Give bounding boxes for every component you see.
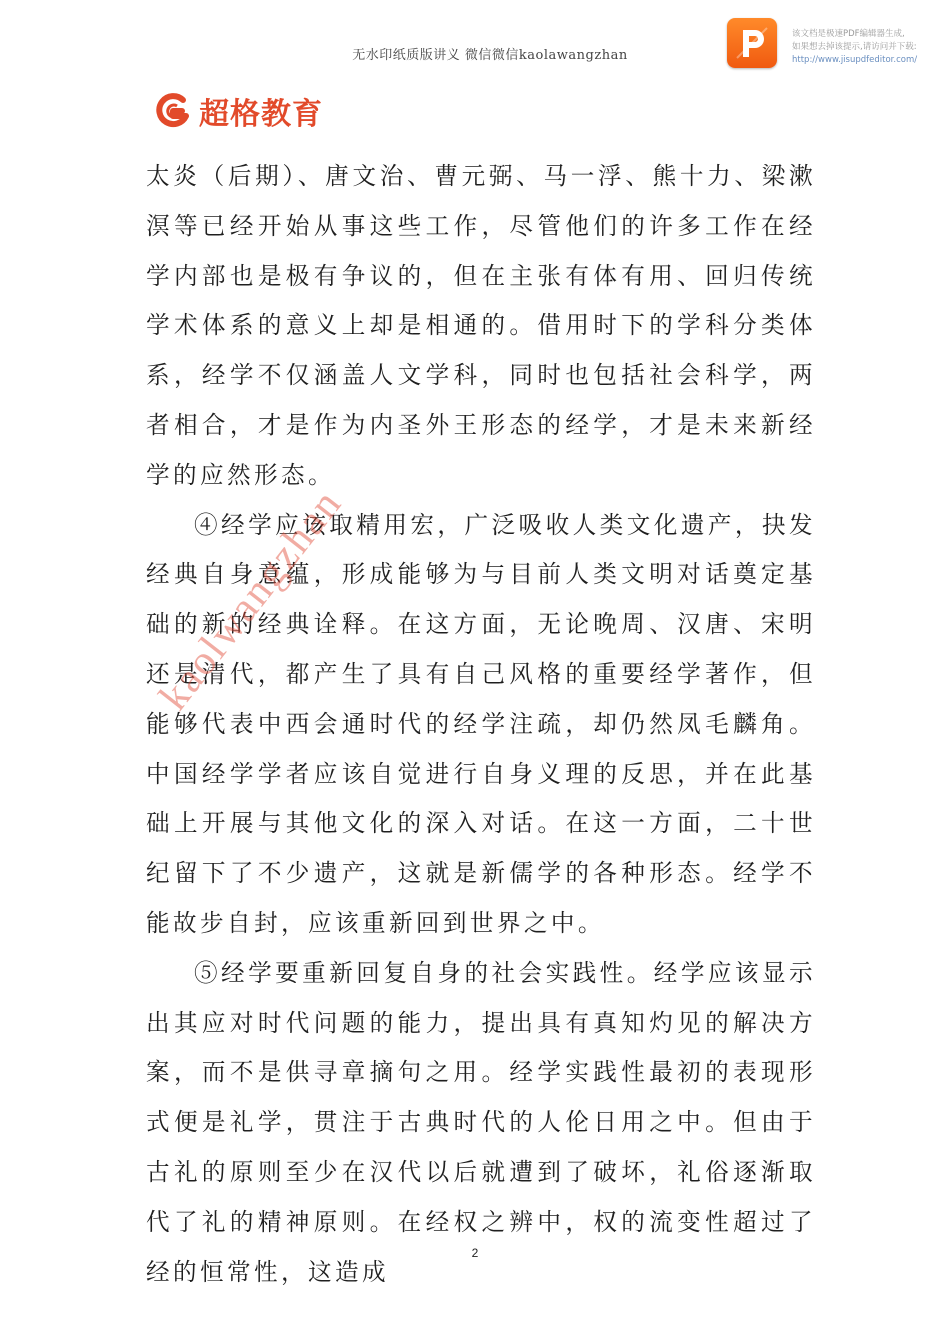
pdf-editor-note xyxy=(792,28,942,67)
g-logo-icon xyxy=(153,91,193,131)
brand-logo xyxy=(153,91,323,131)
logo-text: 超格教育 xyxy=(199,97,323,132)
document-body xyxy=(146,152,816,1297)
page-header: 无水印纸质版讲义 微信微信kaolawangzhan xyxy=(352,48,628,63)
pdf-note-line2: 如果想去掉该提示,请访问并下载: xyxy=(792,42,917,52)
pdf-editor-logo-icon xyxy=(727,18,777,68)
pdf-note-line1: 该文档是极速PDF编辑器生成, xyxy=(792,29,905,39)
page-number: 2 xyxy=(471,1246,479,1260)
paragraph-3: ⑤经学要重新回复自身的社会实践性。经学应该显示出其应对时代问题的能力，提出具有真知灼见的解决方案，而不是供寻章摘句之用。经学实践性最初的表现形式便是礼学，贯注于古典时代的人伦日用之中。但由于古礼的原则至少在汉代以后就遭到了破坏，礼俗逐渐取代了礼的精神原则。在经权之辨中，权的流变性超过了经的恒常性，这造成 xyxy=(146,958,816,1286)
diagonal-watermark: kaolwangzhan xyxy=(150,480,352,719)
paragraph-1: 太炎（后期）、唐文治、曹元弼、马一浮、熊十力、梁漱溟等已经开始从事这些工作，尽管他们的许多工作在经学内部也是极有争议的，但在主张有体有用、回归传统学术体系的意义上却是相通的。借用时下的学科分类体系，经学不仅涵盖人文学科，同时也包括社会科学，两者相合，才是作为内圣外王形态的经学，才是未来新经学的应然形态。 xyxy=(146,162,816,489)
pdf-note-url[interactable]: http://www.jisupdfeditor.com/ xyxy=(792,55,918,65)
paragraph-2: ④经学应该取精用宏，广泛吸收人类文化遗产，抉发经典自身意蕴，形成能够为与目前人类文明对话奠定基础的新的经典诠释。在这方面，无论晚周、汉唐、宋明还是清代，都产生了具有自己风格的重要经学著作，但能够代表中西会通时代的经学注疏，却仍然凤毛麟角。中国经学学者应该自觉进行自身义理的反思，并在此基础上开展与其他文化的深入对话。在这一方面，二十世纪留下了不少遗产，这就是新儒学的各种形态。经学不能故步自封，应该重新回到世界之中。 xyxy=(146,510,816,937)
